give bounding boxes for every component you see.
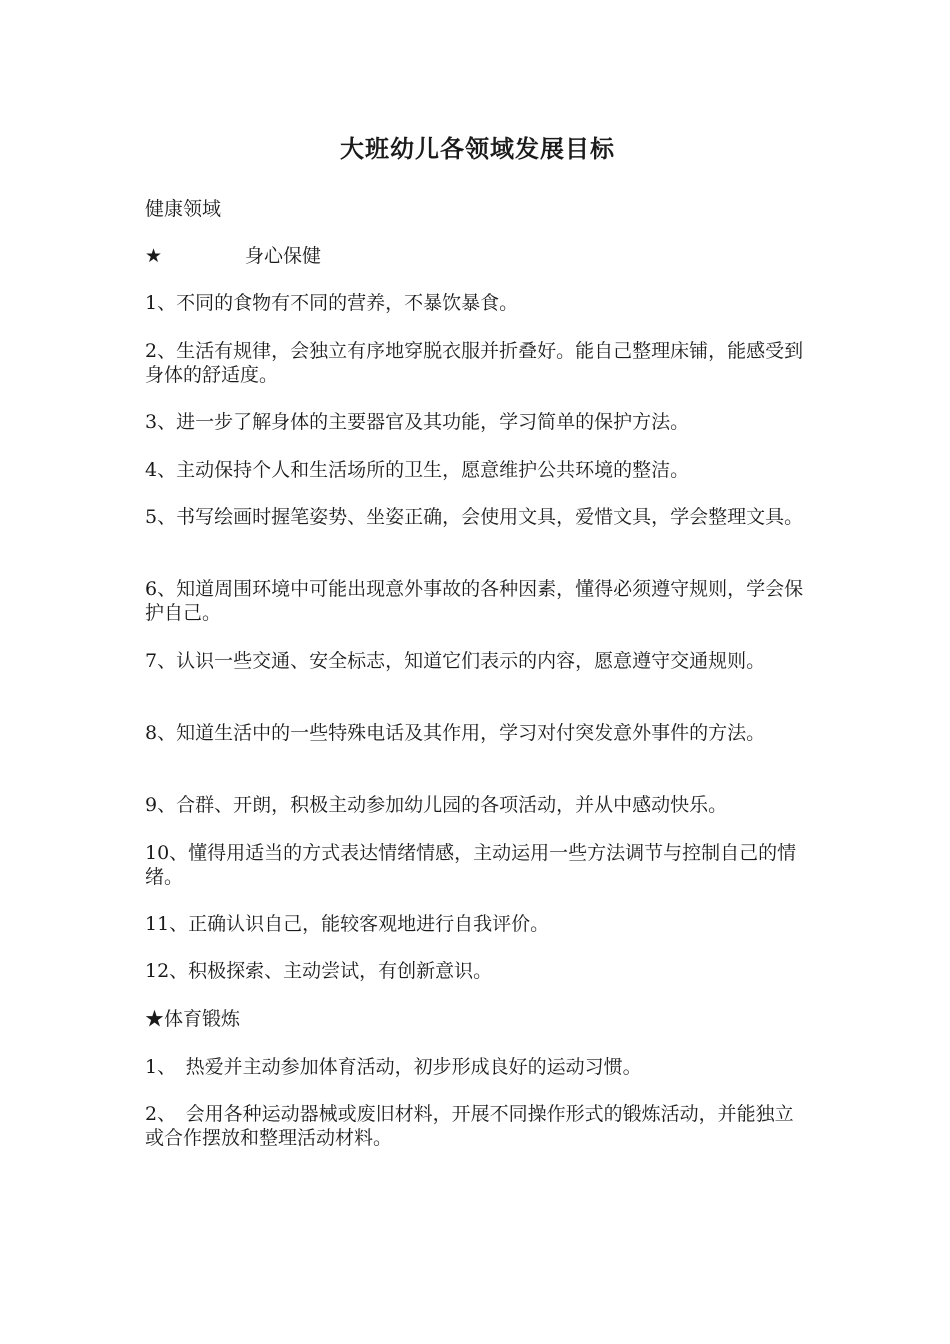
list-item: 3、进一步了解身体的主要器官及其功能，学习简单的保护方法。 <box>145 411 690 433</box>
list-item: 10、懂得用适当的方式表达情绪情感，主动运用一些方法调节与控制自己的情绪。 <box>145 842 797 888</box>
list-item: 7、认识一些交通、安全标志，知道它们表示的内容，愿意遵守交通规则。 <box>145 650 766 672</box>
list-item: 6、知道周围环境中可能出现意外事故的各种因素，懂得必须遵守规则，学会保护自己。 <box>145 578 804 624</box>
list-item: 11、正确认识自己，能较客观地进行自我评价。 <box>145 913 550 935</box>
subsection-heading-2: ★体育锻炼 <box>145 1008 241 1030</box>
list-item: 1、不同的食物有不同的营养，不暴饮暴食。 <box>145 292 519 314</box>
subsection-label: 身心保健 <box>245 245 322 267</box>
list-item: 2、生活有规律，会独立有序地穿脱衣服并折叠好。能自己整理床铺，能感受到身体的舒适度。 <box>145 340 804 386</box>
subsection-heading <box>145 244 810 268</box>
document-title: 大班幼儿各领域发展目标 <box>340 134 615 163</box>
list-item: 5、书写绘画时握笔姿势、坐姿正确，会使用文具，爱惜文具，学会整理文具。 <box>145 506 804 528</box>
list-item: 12、积极探索、主动尝试，有创新意识。 <box>145 960 493 982</box>
list-item: 2、 会用各种运动器械或废旧材料，开展不同操作形式的锻炼活动，并能独立或合作摆放和整理活动材料。 <box>145 1103 794 1149</box>
list-item: 9、合群、开朗，积极主动参加幼儿园的各项活动，并从中感动快乐。 <box>145 794 728 816</box>
list-item: 1、 热爱并主动参加体育活动，初步形成良好的运动习惯。 <box>145 1056 642 1078</box>
section-heading: 健康领域 <box>145 198 222 220</box>
star-icon: ★ <box>145 245 163 267</box>
list-item: 4、主动保持个人和生活场所的卫生，愿意维护公共环境的整洁。 <box>145 459 690 481</box>
list-item: 8、知道生活中的一些特殊电话及其作用，学习对付突发意外事件的方法。 <box>145 722 766 744</box>
